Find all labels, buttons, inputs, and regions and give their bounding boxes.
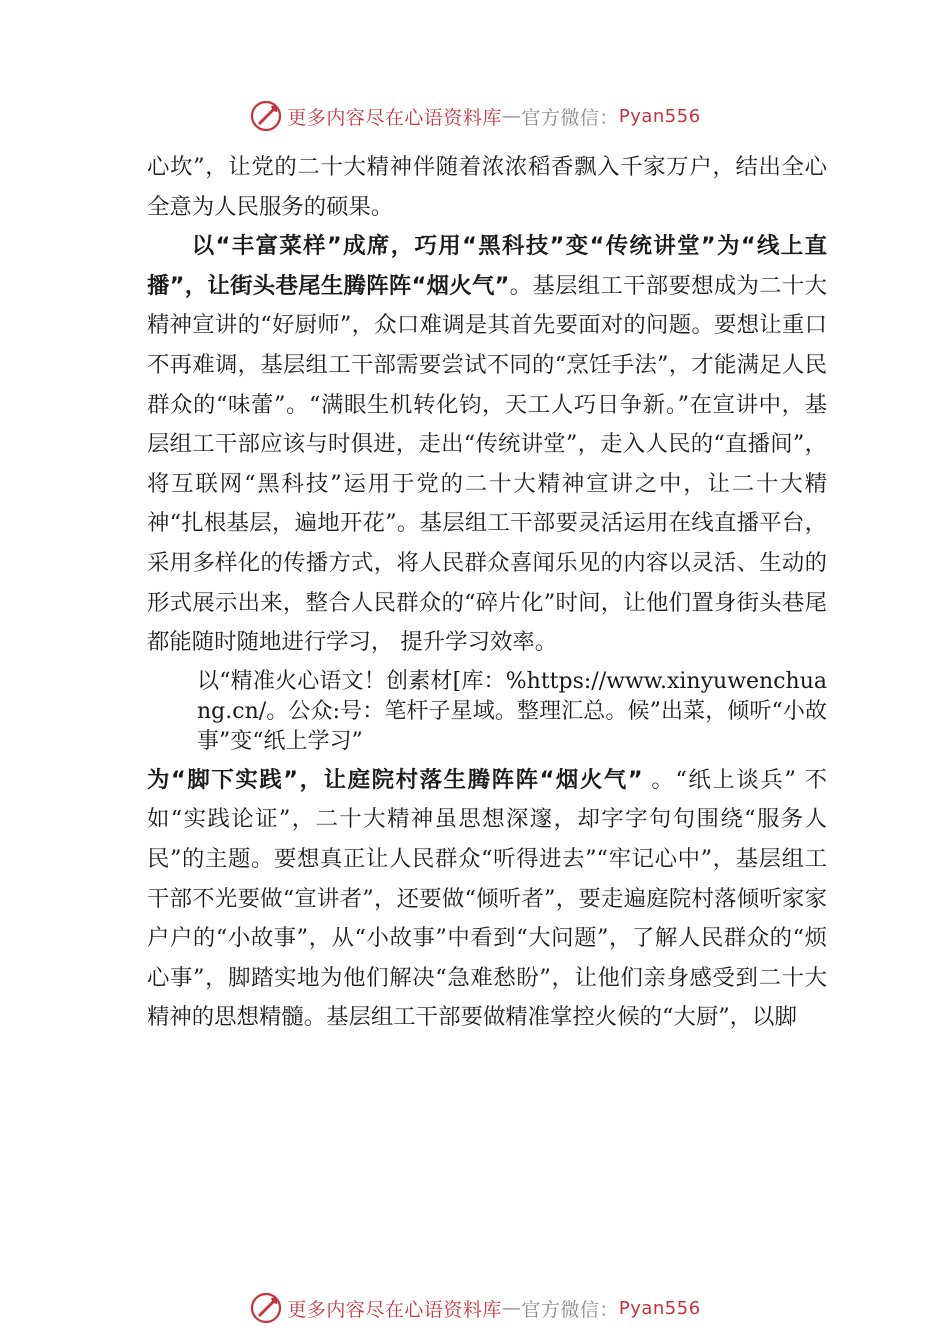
footer-brand: 更多内容尽在心语资料库	[287, 1298, 502, 1321]
paragraph-4-heading: 为“脚下实践”，让庭院村落生腾阵阵“烟火气”	[147, 766, 643, 793]
quill-logo-icon	[249, 99, 283, 133]
paragraph-2	[147, 227, 827, 663]
paragraph-2-text: 。基层组工干部要想成为二十大精神宣讲的“好厨师”，众口难调是其首先要面对的问题。要想让重口不再难调，基层组工干部需要尝试不同的“烹饪手法”，才能满足人民群众的“味蕾”。“满眼生机转化钧，天工人巧日争新。”在宣讲中，基层组工干部应该与时俱进，走出“传统讲堂”，走入人民的“直播间”，将互联网“黑科技”运用于党的二十大精神宣讲之中，让二十大精神“扎根基层，遍地开花”。基层组工干部要灵活运用在线直播平台，采用多样化的传播方式，将人民群众喜闻乐见的内容以灵活、生动的形式展示出来，整合人民群众的“碎片化”时间，让他们置身街头巷尾都能随时随地进行学习， 提升学习效率。	[147, 272, 827, 656]
header-wechat-id: Pyan556	[618, 105, 701, 127]
header-banner	[0, 96, 950, 136]
paragraph-4-text: 。“纸上谈兵” 不如“实践论证”，二十大精神虽思想深邃，却字字句句围绕“服务人民”的主题。要想真正让人民群众“听得进去”“牢记心中”，基层组工干部不光要做“宣讲者”，还要做“倾听者”，要走遍庭院村落倾听家家户户的“小故事”，从“小故事”中看到“大问题”，了解人民群众的“烦心事”，脚踏实地为他们解决“急难愁盼”，让他们亲身感受到二十大精神的思想精髓。基层组工干部要做精准掌控火候的“大厨”，以脚	[147, 766, 827, 1031]
header-wechat-label: 官方微信：	[521, 106, 619, 129]
quill-logo-icon	[249, 1291, 283, 1325]
paragraph-2-heading: 以“丰富菜样”成席，巧用“黑科技”变“传统讲堂”为“线上直播”，让街头巷尾生腾阵阵“烟火气”	[147, 233, 827, 299]
header-dash: —	[501, 105, 522, 127]
footer-wechat-id: Pyan556	[618, 1297, 701, 1319]
paragraph-4	[147, 761, 827, 1038]
footer-dash: —	[501, 1297, 522, 1319]
footer-wechat-label: 官方微信：	[521, 1298, 619, 1321]
document-body	[147, 148, 827, 1038]
inset-watermark-text: 以“精准火心语文！创素材[库：%https://www.xinyuwenchuang.cn/。公众:号：笔杆子星域。整理汇总。候”出菜，倾听“小故事”变“纸上学习”	[197, 668, 827, 754]
header-brand: 更多内容尽在心语资料库	[287, 106, 502, 129]
paragraph-1: 心坎”，让党的二十大精神伴随着浓浓稻香飘入千家万户，结出全心全意为人民服务的硕果。	[147, 154, 827, 220]
footer-banner	[0, 1288, 950, 1328]
